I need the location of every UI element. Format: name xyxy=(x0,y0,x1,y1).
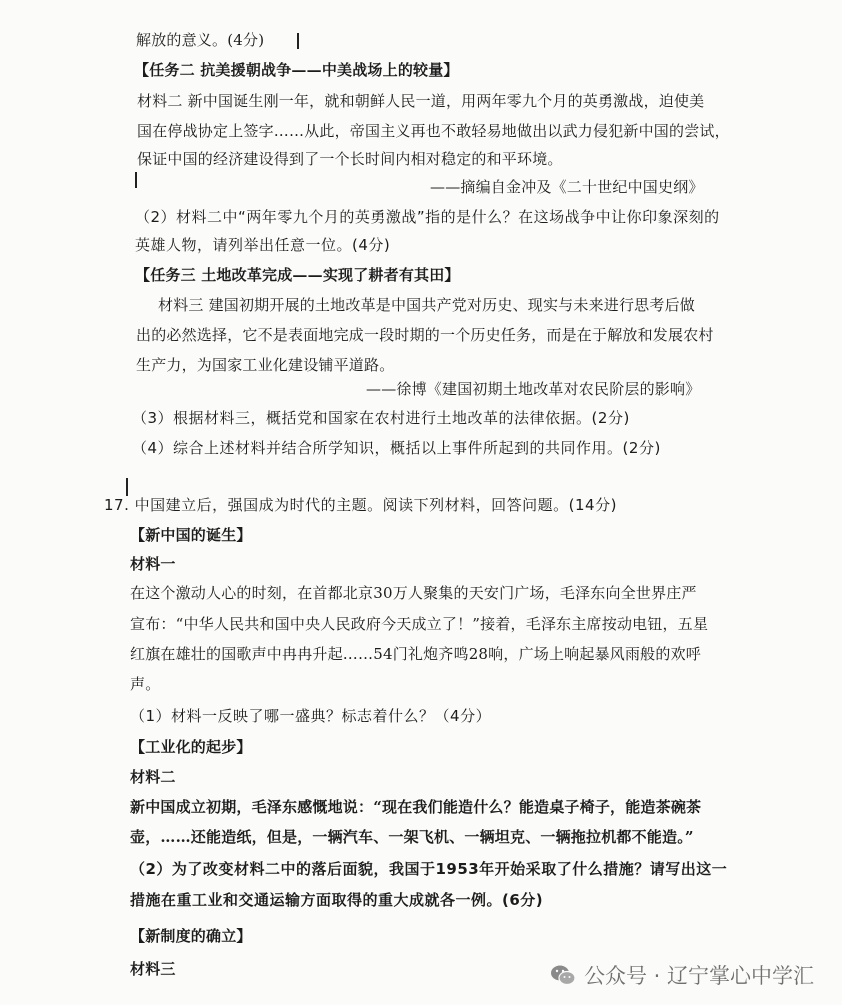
text-line-19: 在这个激动人心的时刻，在首都北京30万人聚集的天安门广场，毛泽东向全世界庄严 xyxy=(130,584,697,602)
text-line-10: 材料三 建国初期开展的土地改革是中国共产党对历史、现实与未来进行思考后做 xyxy=(158,296,695,314)
text-line-5: 保证中国的经济建设得到了一个长时间内相对稳定的和平环境。 xyxy=(137,150,563,168)
source-citation-2: ——徐博《建国初期土地改革对农民阶层的影响》 xyxy=(366,380,701,398)
margin-mark xyxy=(135,172,137,188)
question-17-1: （1）材料一反映了哪一盛典？标志着什么？（4分） xyxy=(130,707,492,725)
question-17-intro: 17. 中国建立后，强国成为时代的主题。阅读下列材料，回答问题。(14分) xyxy=(104,496,617,514)
text-line-27: 壶，……还能造纸，但是，一辆汽车、一架飞机、一辆坦克、一辆拖拉机都不能造。” xyxy=(130,828,694,846)
question-4: （4）综合上述材料并结合所学知识，概括以上事件所起到的共同作用。(2分) xyxy=(132,439,661,457)
material-label-3: 材料三 xyxy=(130,960,176,978)
section-heading-new-system: 【新制度的确立】 xyxy=(130,927,252,945)
text-line-4: 国在停战协定上签字……从此，帝国主义再也不敢轻易地做出以武力侵犯新中国的尝试， xyxy=(137,122,730,140)
material-label-2: 材料二 xyxy=(130,768,176,786)
source-citation-1: ——摘编自金冲及《二十世纪中国史纲》 xyxy=(430,178,704,196)
section-heading-new-china: 【新中国的诞生】 xyxy=(130,526,252,544)
task-heading-3: 【任务三 土地改革完成——实现了耕者有其田】 xyxy=(135,266,460,284)
question-17-2b: 措施在重工业和交通运输方面取得的重大成就各一例。(6分) xyxy=(130,891,544,909)
text-line-3: 材料二 新中国诞生刚一年，就和朝鲜人民一道，用两年零九个月的英勇激战，迫使美 xyxy=(137,92,705,110)
wechat-icon xyxy=(550,964,576,986)
watermark xyxy=(550,960,814,990)
watermark-text: 公众号 · 辽宁掌心中学汇 xyxy=(583,964,814,988)
text-line-1: 解放的意义。(4分) xyxy=(136,31,265,49)
text-line-12: 生产力，为国家工业化建设铺平道路。 xyxy=(136,356,395,374)
text-line-22: 声。 xyxy=(130,675,161,693)
section-heading-industrialization: 【工业化的起步】 xyxy=(130,738,252,756)
margin-mark xyxy=(297,33,299,49)
question-2b: 英雄人物，请列举出任意一位。(4分) xyxy=(135,236,391,254)
text-line-21: 红旗在雄壮的国歌声中冉冉升起……54门礼炮齐鸣28响，广场上响起暴风雨般的欢呼 xyxy=(130,645,701,663)
text-line-26: 新中国成立初期，毛泽东感慨地说：“现在我们能造什么？能造桌子椅子，能造茶碗茶 xyxy=(130,798,702,816)
text-line-11: 出的必然选择，它不是表面地完成一段时期的一个历史任务，而是在于解放和发展农村 xyxy=(136,326,714,344)
question-3: （3）根据材料三，概括党和国家在农村进行土地改革的法律依据。(2分) xyxy=(132,409,630,427)
question-17-2a: （2）为了改变材料二中的落后面貌，我国于1953年开始采取了什么措施？请写出这一 xyxy=(130,860,728,878)
question-2a: （2）材料二中“两年零九个月的英勇激战”指的是什么？在这场战争中让你印象深刻的 xyxy=(135,208,720,226)
task-heading-2: 【任务二 抗美援朝战争——中美战场上的较量】 xyxy=(134,61,459,79)
material-label-1: 材料一 xyxy=(130,555,176,573)
text-line-20: 宣布：“中华人民共和国中央人民政府今天成立了！”接着，毛泽东主席按动电钮，五星 xyxy=(130,615,709,633)
